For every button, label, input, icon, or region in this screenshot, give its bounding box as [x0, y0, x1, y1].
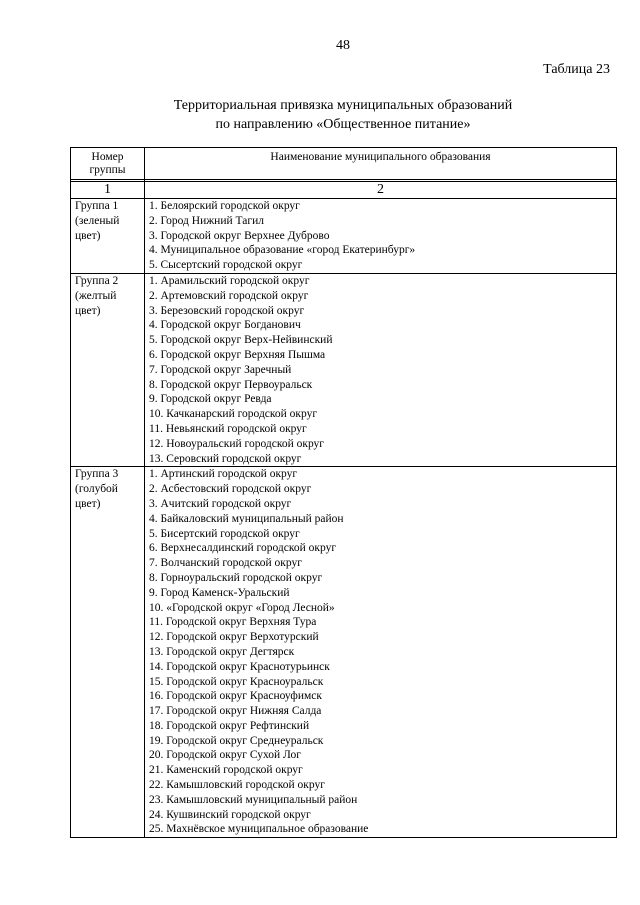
- list-item: 2. Город Нижний Тагил: [149, 214, 264, 227]
- group-3-label: [71, 467, 145, 838]
- list-item: 20. Городской округ Сухой Лог: [149, 749, 302, 762]
- document-title-line-1: Территориальная привязка муниципальных образований: [173, 98, 513, 113]
- group-label-line: (голубой: [75, 483, 118, 496]
- group-row-3: [71, 467, 617, 838]
- list-item: 1. Арамильский городской округ: [149, 274, 310, 287]
- list-item: 8. Горноуральский городской округ: [149, 571, 323, 584]
- list-item: 13. Городской округ Дегтярск: [149, 645, 295, 658]
- list-item: 11. Городской округ Верхняя Тура: [149, 616, 317, 629]
- list-item: 2. Асбестовский городской округ: [149, 483, 312, 496]
- list-item: 9. Городской округ Ревда: [149, 393, 272, 406]
- list-item: 23. Камышловский муниципальный район: [149, 793, 358, 806]
- list-item: 2. Артемовский городской округ: [149, 289, 309, 302]
- list-item: 5. Бисертский городской округ: [149, 527, 300, 540]
- list-item: 9. Город Каменск-Уральский: [149, 586, 290, 599]
- document-title-line-2: по направлению «Общественное питание»: [215, 117, 471, 132]
- list-item: 5. Городской округ Верх-Нейвинский: [149, 334, 333, 347]
- list-item: 16. Городской округ Красноуфимск: [149, 690, 322, 703]
- header-municipality-name: [145, 148, 617, 180]
- group-label-line: Группа 1: [75, 200, 119, 212]
- list-item: 1. Белоярский городской округ: [149, 200, 300, 212]
- list-item: 8. Городской округ Первоуральск: [149, 378, 313, 391]
- list-item: 4. Муниципальное образование «город Екатеринбург»: [149, 244, 416, 257]
- list-item: 25. Махнёвское муниципальное образование: [149, 823, 369, 836]
- list-item: 10. Качканарский городской округ: [149, 408, 318, 421]
- group-label-line: Группа 2: [75, 274, 119, 287]
- list-item: 12. Новоуральский городской округ: [149, 437, 325, 450]
- document-title: [0, 96, 640, 134]
- column-number-2: 2: [145, 182, 617, 199]
- group-2-items: [145, 273, 617, 466]
- header-group-number-line-2: группы: [89, 164, 126, 176]
- list-item: 5. Сысертский городской округ: [149, 259, 303, 272]
- group-label-line: цвет): [75, 304, 101, 317]
- table-label: Таблица 23: [543, 62, 610, 77]
- group-label-line: (зеленый: [75, 214, 120, 227]
- list-item: 1. Артинский городской округ: [149, 468, 298, 481]
- header-group-number: [71, 148, 145, 180]
- list-item: 4. Городской округ Богданович: [149, 319, 301, 332]
- table-header-row: [71, 148, 617, 180]
- page-number: 48: [336, 38, 350, 53]
- column-number-1: 1: [71, 182, 145, 199]
- list-item: 3. Березовский городской округ: [149, 304, 305, 317]
- list-item: 4. Байкаловский муниципальный район: [149, 512, 344, 525]
- group-3-items: [145, 467, 617, 838]
- group-row-2: [71, 273, 617, 466]
- list-item: 3. Ачитский городской округ: [149, 497, 292, 510]
- list-item: 7. Городской округ Заречный: [149, 363, 292, 376]
- list-item: 15. Городской округ Красноуральск: [149, 675, 324, 688]
- list-item: 14. Городской округ Краснотурьинск: [149, 660, 330, 673]
- municipalities-table: [70, 147, 617, 838]
- list-item: 10. «Городской округ «Город Лесной»: [149, 601, 335, 614]
- group-label-line: (желтый: [75, 289, 117, 302]
- group-label-line: Группа 3: [75, 468, 119, 481]
- list-item: 12. Городской округ Верхотурский: [149, 631, 319, 644]
- list-item: 22. Камышловский городской округ: [149, 779, 325, 792]
- list-item: 17. Городской округ Нижняя Салда: [149, 705, 322, 718]
- group-label-line: цвет): [75, 497, 101, 510]
- list-item: 6. Верхнесалдинский городской округ: [149, 542, 337, 555]
- header-municipality-name-text: Наименование муниципального образования: [270, 151, 491, 163]
- list-item: 3. Городской округ Верхнее Дуброво: [149, 229, 330, 242]
- list-item: 7. Волчанский городской округ: [149, 557, 302, 570]
- list-item: 21. Каменский городской округ: [149, 764, 303, 777]
- list-item: 6. Городской округ Верхняя Пышма: [149, 348, 326, 361]
- group-row-1: [71, 199, 617, 274]
- group-1-label: [71, 199, 145, 274]
- list-item: 24. Кушвинский городской округ: [149, 808, 311, 821]
- list-item: 19. Городской округ Среднеуральск: [149, 734, 324, 747]
- column-number-row: [71, 182, 617, 199]
- group-1-items: [145, 199, 617, 274]
- list-item: 18. Городской округ Рефтинский: [149, 719, 310, 732]
- header-group-number-line-1: Номер: [91, 151, 124, 163]
- group-label-line: цвет): [75, 229, 101, 242]
- list-item: 11. Невьянский городской округ: [149, 422, 307, 435]
- list-item: 13. Серовский городской округ: [149, 452, 302, 465]
- group-2-label: [71, 273, 145, 466]
